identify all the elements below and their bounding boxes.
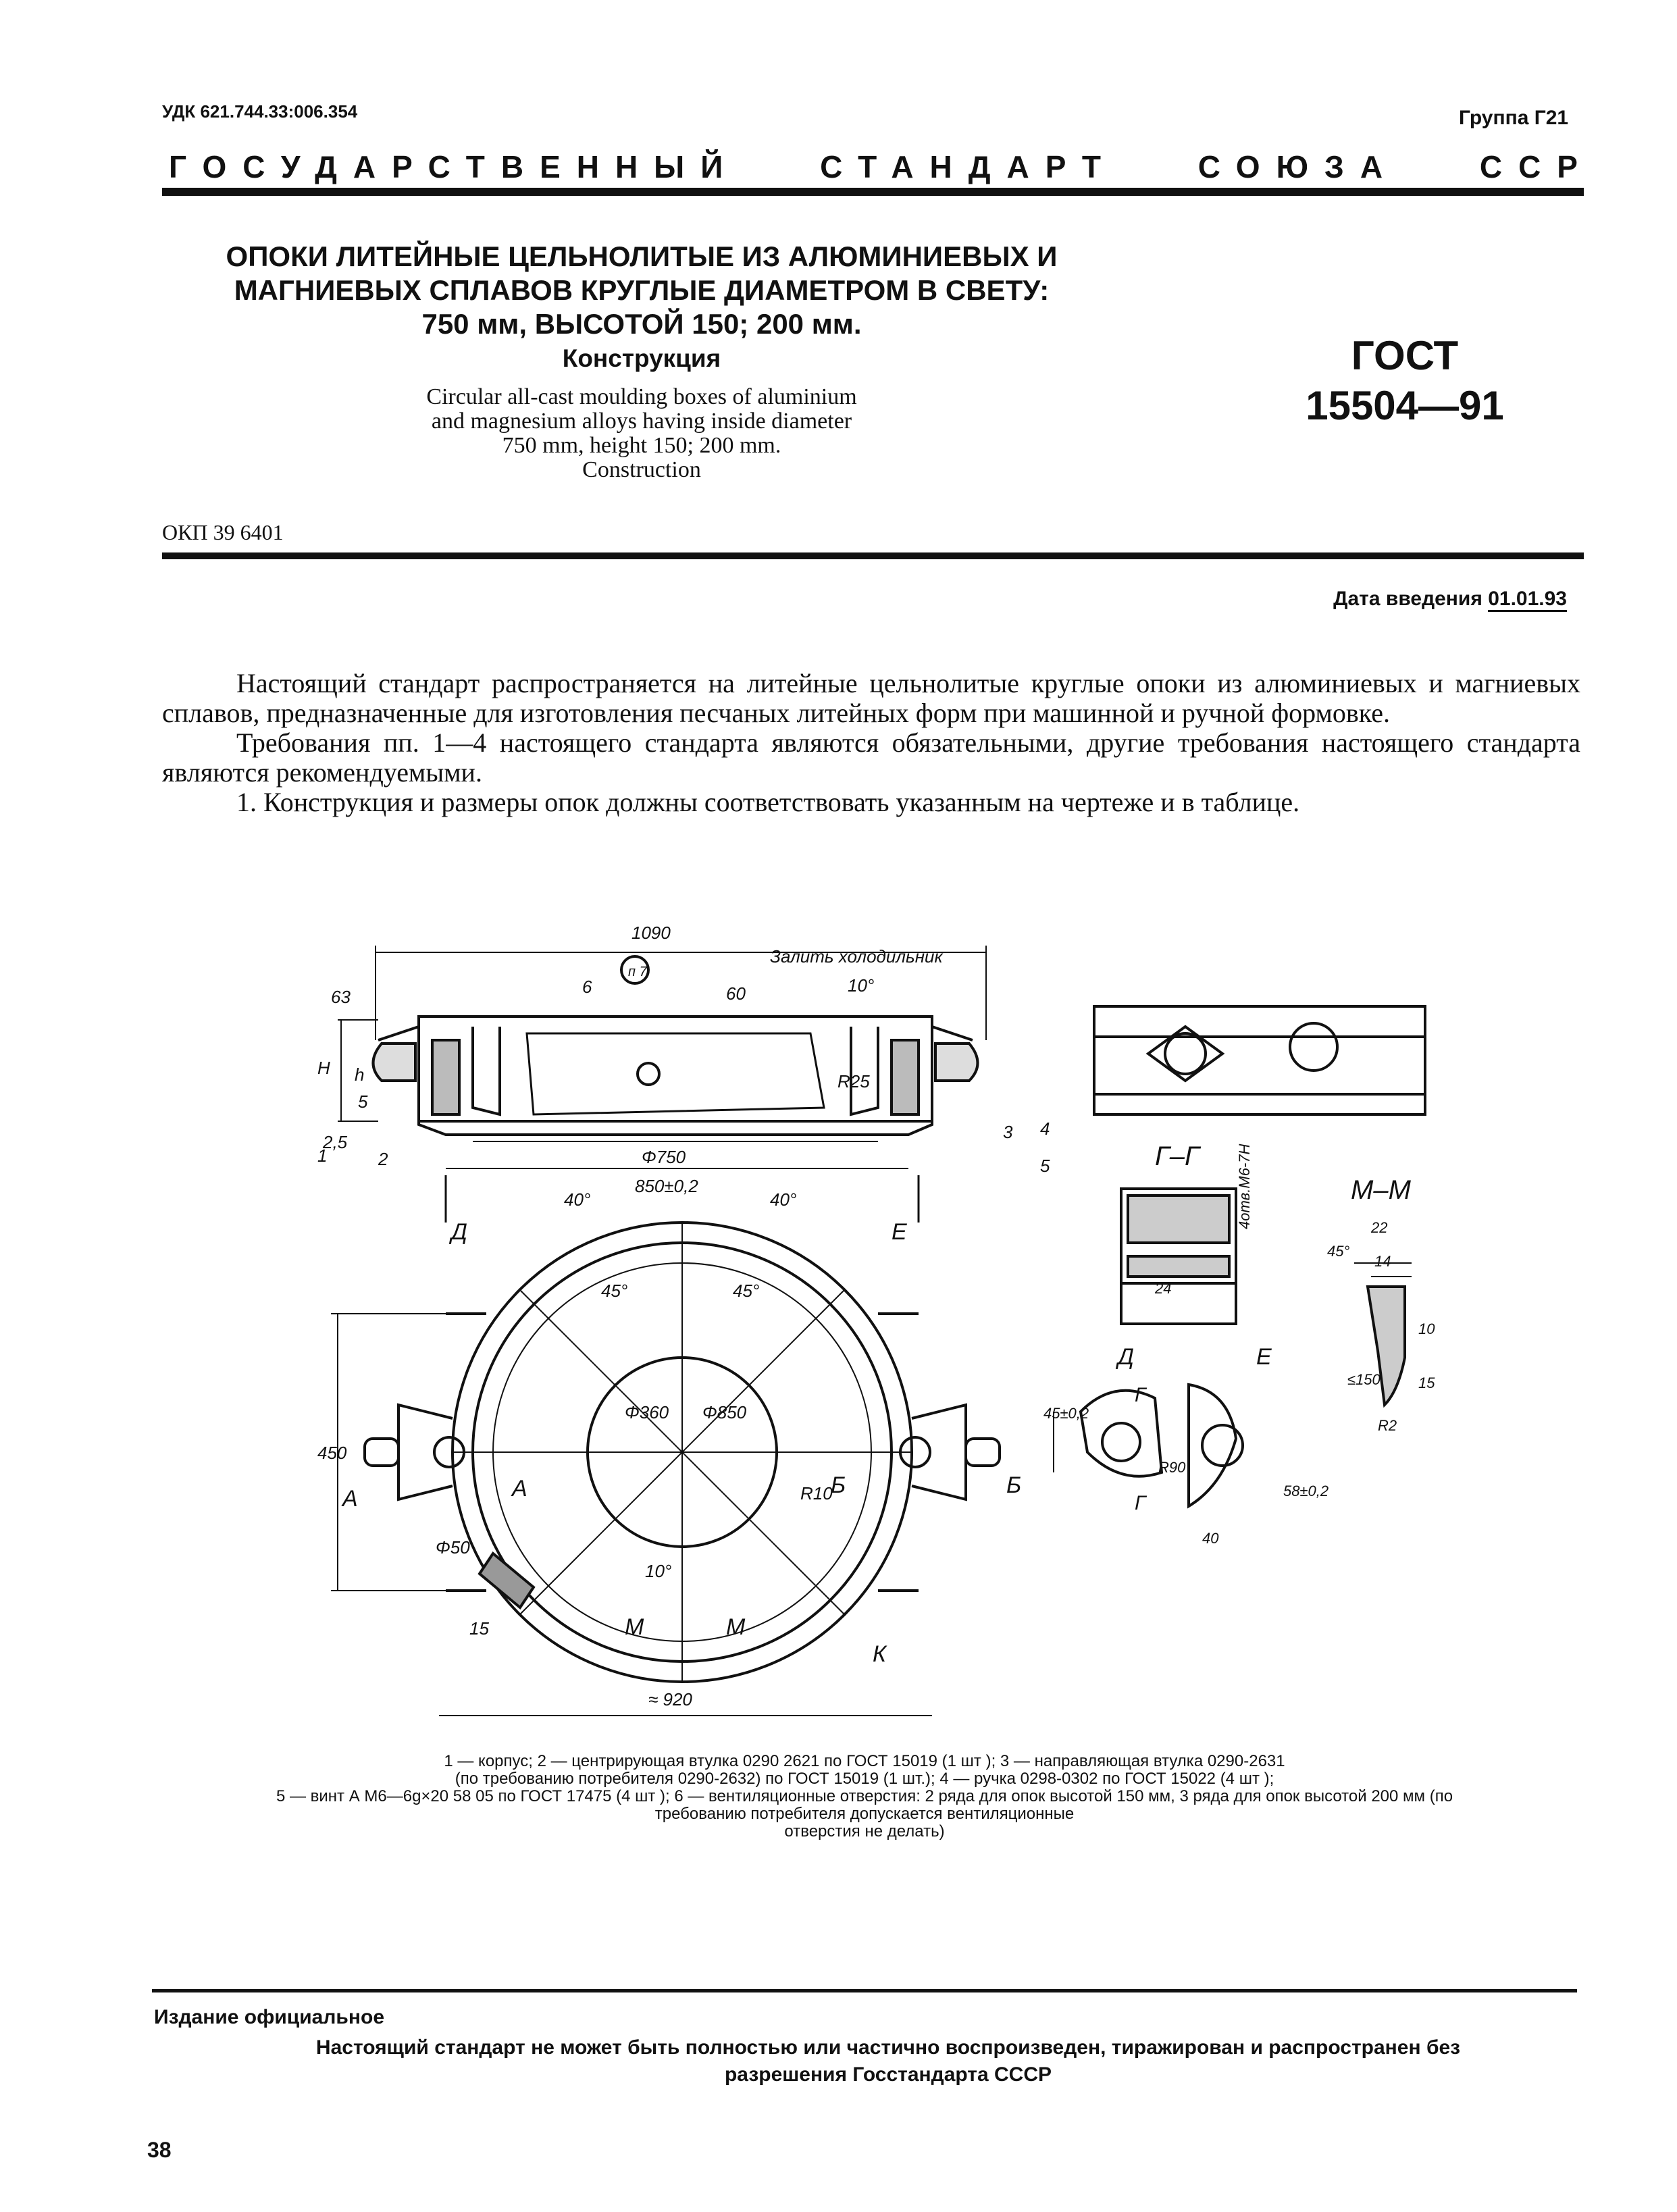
legend-line: 5 — винт А М6—6g×20 58 05 по ГОСТ 17475 (4 шт ); 6 — вентиляционные отверстия: 2 ряда для опок высотой 150 мм, 3 ряда для опок высотой 200 мм (по требованию потребителя допускается вентиляционные <box>276 1787 1453 1823</box>
section-gg-view <box>1121 1189 1236 1324</box>
section-mark-m-left: М <box>625 1614 644 1640</box>
callout-4: 4 <box>1040 1118 1050 1139</box>
date-label: Дата введения <box>1333 588 1482 610</box>
section-mm-title: М–М <box>1351 1175 1411 1205</box>
drawing-legend <box>257 1753 1472 1841</box>
dim-d360: Φ360 <box>625 1402 669 1422</box>
subtitle: Конструкция <box>562 344 721 372</box>
dim-450: 450 <box>317 1443 347 1463</box>
view-mark-d: Д <box>451 1219 467 1245</box>
dim-5: 5 <box>358 1091 368 1112</box>
mm-dim-150: ≤150 <box>1347 1371 1381 1388</box>
mm-dim-10: 10 <box>1418 1320 1435 1337</box>
section-mark-b-right: Б <box>1006 1472 1022 1498</box>
view-mark-k: К <box>873 1641 887 1667</box>
dim-H: H <box>317 1058 330 1078</box>
okp-code: ОКП 39 6401 <box>162 520 284 544</box>
title-line: ОПОКИ ЛИТЕЙНЫЕ ЦЕЛЬНОЛИТЫЕ ИЗ АЛЮМИНИЕВЫХ И <box>226 240 1058 272</box>
english-title-line: Construction <box>582 457 701 482</box>
section-mark-a-right: А <box>512 1476 527 1501</box>
mm-dim-r2: R2 <box>1378 1417 1397 1434</box>
dim-15: 15 <box>469 1618 489 1639</box>
gg-dim-24: 24 <box>1155 1280 1172 1297</box>
state-word-1: ГОСУДАРСТВЕННЫЙ <box>169 149 740 184</box>
state-word-2: СТАНДАРТ <box>820 149 1117 184</box>
dim-d750: Φ750 <box>642 1147 686 1167</box>
left-bushing <box>432 1040 459 1114</box>
dim-d850-plan: Φ850 <box>702 1402 747 1422</box>
legend-line: отверстия не делать) <box>784 1822 945 1841</box>
mm-dim-45: 45° <box>1327 1243 1350 1260</box>
de-dim-40: 40 <box>1202 1530 1219 1547</box>
de-dim-58: 58±0,2 <box>1283 1483 1329 1499</box>
dim-850: 850±0,2 <box>635 1176 698 1196</box>
paragraph: 1. Конструкция и размеры опок должны соответствовать указанным на чертеже и в таблице. <box>236 787 1300 817</box>
dim-angle-10: 10° <box>848 975 875 996</box>
english-title-line: Circular all-cast moulding boxes of aluminium <box>426 384 857 409</box>
gost-label: ГОСТ <box>1351 333 1459 378</box>
plan-view <box>331 1175 1000 1716</box>
paragraph: Требования пп. 1—4 настоящего стандарта являются обязательными, другие требования настоящего стандарта являются рекомендуемыми. <box>162 727 1580 788</box>
state-word-4: ССР <box>1479 149 1594 184</box>
dim-angle-45-right: 45° <box>733 1281 760 1301</box>
section-mark-g-top: Г <box>1135 1384 1146 1406</box>
udk-code: УДК 621.744.33:006.354 <box>162 101 358 122</box>
dim-h: h <box>355 1064 365 1085</box>
dim-r25: R25 <box>837 1071 870 1091</box>
legend-line: 1 — корпус; 2 — центрирующая втулка 0290 2621 по ГОСТ 15019 (1 шт ); 3 — направляющая втулка 0290-2631 <box>444 1752 1285 1770</box>
dim-r10: R10 <box>800 1483 833 1503</box>
section-mark-g-bottom: Г <box>1135 1492 1146 1514</box>
dim-63: 63 <box>331 987 351 1007</box>
official-edition: Издание официальное <box>154 2006 385 2028</box>
dim-920: ≈ 920 <box>648 1689 692 1709</box>
dim-angle-10-plan: 10° <box>645 1561 672 1581</box>
de-dim-r90: R90 <box>1158 1459 1186 1476</box>
callout-5: 5 <box>1040 1156 1050 1176</box>
copyright-line: разрешения Госстандарта СССР <box>724 2063 1052 2086</box>
section-mark-b-left: Б <box>831 1472 846 1498</box>
dim-overall-length: 1090 <box>631 923 671 943</box>
mm-dim-14: 14 <box>1374 1253 1391 1270</box>
view-d-title: Д <box>1118 1344 1134 1370</box>
callout-3: 3 <box>1003 1122 1013 1142</box>
side-elevation-view <box>1094 1006 1425 1114</box>
copyright-notice <box>203 2034 1574 2088</box>
dim-d50: Φ50 <box>436 1537 470 1558</box>
dim-angle-45-left: 45° <box>601 1281 628 1301</box>
dim-angle-40-right: 40° <box>770 1189 797 1210</box>
gost-number: 15504—91 <box>1306 383 1504 428</box>
view-e-title: Е <box>1256 1344 1272 1370</box>
english-title-line: and magnesium alloys having inside diameter <box>431 409 852 434</box>
callout-2: 2 <box>378 1149 388 1169</box>
legend-line: (по требованию потребителя 0290-2632) по ГОСТ 15019 (1 шт.); 4 — ручка 0298-0302 по ГОСТ 15022 (4 шт ); <box>455 1770 1274 1788</box>
section-mark-m-right: М <box>726 1614 746 1640</box>
de-dim-45: 45±0,2 <box>1043 1405 1089 1422</box>
views-d-e <box>1054 1385 1243 1506</box>
note-fill-chiller: Залить холодильник <box>770 946 943 967</box>
mm-dim-22: 22 <box>1371 1219 1388 1236</box>
english-title-line: 750 mm, height 150; 200 mm. <box>502 433 781 458</box>
page-number: 38 <box>147 2138 172 2162</box>
dim-angle-40-left: 40° <box>564 1189 591 1210</box>
paragraph: Настоящий стандарт распространяется на литейные цельнолитые круглые опоки из алюминиевых и магниевых сплавов, предназначенные для изготовления песчаных литейных форм при машинной и ручной формовке. <box>162 668 1580 728</box>
copyright-line: Настоящий стандарт не может быть полностью или частично воспроизведен, тиражирован и распространен без <box>315 2036 1461 2059</box>
side-section-view <box>338 946 986 1168</box>
mm-dim-15: 15 <box>1418 1374 1435 1391</box>
right-bushing <box>892 1040 919 1114</box>
title-line: МАГНИЕВЫХ СПЛАВОВ КРУГЛЫЕ ДИАМЕТРОМ В СВЕТУ: <box>234 274 1050 306</box>
title-line: 750 мм, ВЫСОТОЙ 150; 200 мм. <box>421 308 862 340</box>
date-value: 01.01.93 <box>1488 588 1567 612</box>
callout-6: 6 <box>582 977 592 997</box>
box-body-section <box>419 1017 932 1121</box>
dim-60: 60 <box>726 983 746 1004</box>
state-word-3: СОЮЗА <box>1197 149 1399 184</box>
section-gg-title: Г–Г <box>1155 1141 1199 1171</box>
footer-rule <box>152 1989 1577 1992</box>
group-code: Группа Г21 <box>1459 107 1569 129</box>
callout-p7-label: п 7 <box>628 964 647 979</box>
callout-1: 1 <box>317 1146 328 1166</box>
vent-slot <box>638 1063 659 1085</box>
view-mark-e: Е <box>892 1219 907 1245</box>
dim-2-5: 2,5 <box>323 1132 348 1152</box>
gg-thread-note: 4отв.М6-7H <box>1236 1143 1253 1229</box>
section-mark-a-left: А <box>342 1486 358 1512</box>
